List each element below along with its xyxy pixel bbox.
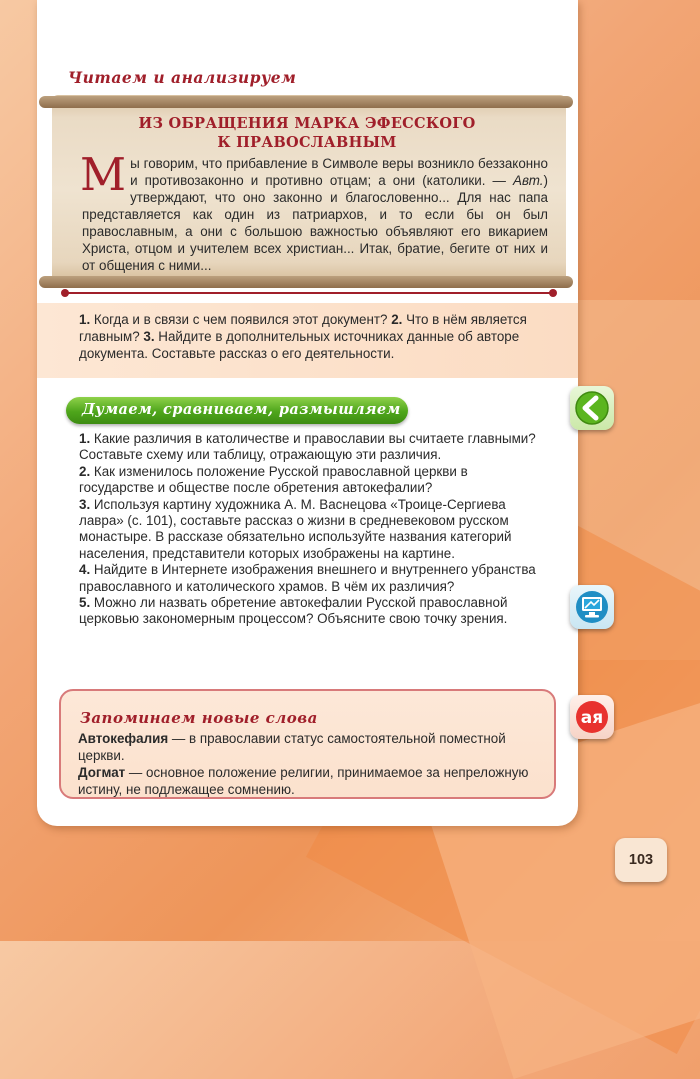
new-words-box bbox=[59, 689, 556, 799]
document-text-italic: Авт. bbox=[513, 173, 544, 188]
question-text: Найдите в дополнительных источниках данные об авторе документа. Составьте рассказ о его деятельности. bbox=[79, 329, 520, 361]
task-text: Как изменилось положение Русской православной церкви в государстве и обществе после обретения автокефалии? bbox=[79, 463, 468, 496]
glossary-term: Автокефалия bbox=[78, 731, 169, 746]
glossary-definition: — в православии статус самостоятельной поместной церкви. bbox=[78, 731, 506, 763]
new-words-title: Запоминаем новые слова bbox=[80, 709, 318, 727]
computer-button[interactable] bbox=[570, 585, 614, 629]
scroll-rod-bottom bbox=[39, 276, 573, 288]
task-text: Можно ли назвать обретение автокефалии Русской православной церковью закономерным процессом? Объясните свою точку зрения. bbox=[79, 595, 508, 627]
think-heading-pill bbox=[66, 397, 408, 424]
scroll-rod-top bbox=[39, 96, 573, 108]
divider bbox=[65, 292, 553, 294]
page-card bbox=[37, 0, 578, 826]
task-number: 5. bbox=[79, 595, 91, 611]
document-title bbox=[57, 114, 557, 152]
think-heading: Думаем, сравниваем, размышляем bbox=[82, 401, 401, 418]
task-item bbox=[79, 562, 544, 595]
document-text-part2: ) утверждают, что оно законно и благословенно... Для нас папа представляется как один из патриархов, и то если бы он был православным, а они с большою важностью объявляют его викарием Христа, отцом и учителем всех христиан... Итак, братие, бегите от них и от общения с ними... bbox=[82, 173, 548, 273]
question-number: 3. bbox=[143, 329, 155, 344]
new-words-list bbox=[78, 730, 541, 798]
glossary-definition: — основное положение религии, принимаемое за непреложную истину, не подлежащее сомнению. bbox=[78, 765, 529, 797]
task-item bbox=[79, 431, 544, 464]
task-item bbox=[79, 464, 544, 497]
question-text: Когда и в связи с чем появился этот документ? bbox=[93, 312, 388, 327]
dictionary-button[interactable] bbox=[570, 695, 614, 739]
task-number: 1. bbox=[79, 431, 91, 446]
task-text: Найдите в Интернете изображения внешнего и внутреннего убранства православного и католического храмов. В чём их различия? bbox=[79, 562, 536, 594]
dictionary-icon bbox=[570, 695, 614, 739]
glossary-term: Догмат bbox=[78, 765, 126, 780]
document-title-line2: К ПРАВОСЛАВНЫМ bbox=[217, 134, 397, 151]
document-questions bbox=[79, 311, 549, 362]
document-text-part1: ы говорим, что прибавление в Символе веры возникло беззаконно и противозаконно и противно отцам; а они (католики. — bbox=[130, 156, 548, 188]
task-number: 2. bbox=[79, 463, 91, 479]
glossary-entry bbox=[78, 730, 541, 764]
question-number: 1. bbox=[79, 312, 91, 327]
dropcap: М bbox=[80, 148, 127, 201]
section-heading: Читаем и анализируем bbox=[68, 68, 297, 87]
task-text: Используя картину художника А. М. Васнецова «Троице-Сергиева лавра» (с. 101), составьте рассказ о жизни в средневековом русском монастыре. В рассказе обязательно используйте названия категорий населения, представители которых изображены на картине. bbox=[79, 496, 512, 561]
document-title-line1: ИЗ ОБРАЩЕНИЯ МАРКА ЭФЕССКОГО bbox=[138, 115, 476, 132]
task-number: 4. bbox=[79, 562, 91, 578]
task-item bbox=[79, 595, 544, 628]
chevron-left-icon bbox=[570, 386, 614, 430]
computer-monitor-icon bbox=[570, 585, 614, 629]
task-number: 3. bbox=[79, 496, 91, 512]
page-number: 103 bbox=[615, 838, 667, 882]
glossary-entry bbox=[78, 764, 541, 798]
task-text: Какие различия в католичестве и православии вы считаете главными? Составьте схему или таблицу, отражающую эти различия. bbox=[79, 431, 536, 463]
document-text bbox=[80, 148, 548, 274]
question-text: Что в нём является главным? bbox=[79, 312, 527, 344]
question-number: 2. bbox=[391, 312, 403, 327]
back-button[interactable] bbox=[570, 386, 614, 430]
task-item bbox=[79, 497, 544, 563]
tasks-list bbox=[79, 431, 544, 628]
dictionary-glyph: ая bbox=[580, 708, 604, 728]
